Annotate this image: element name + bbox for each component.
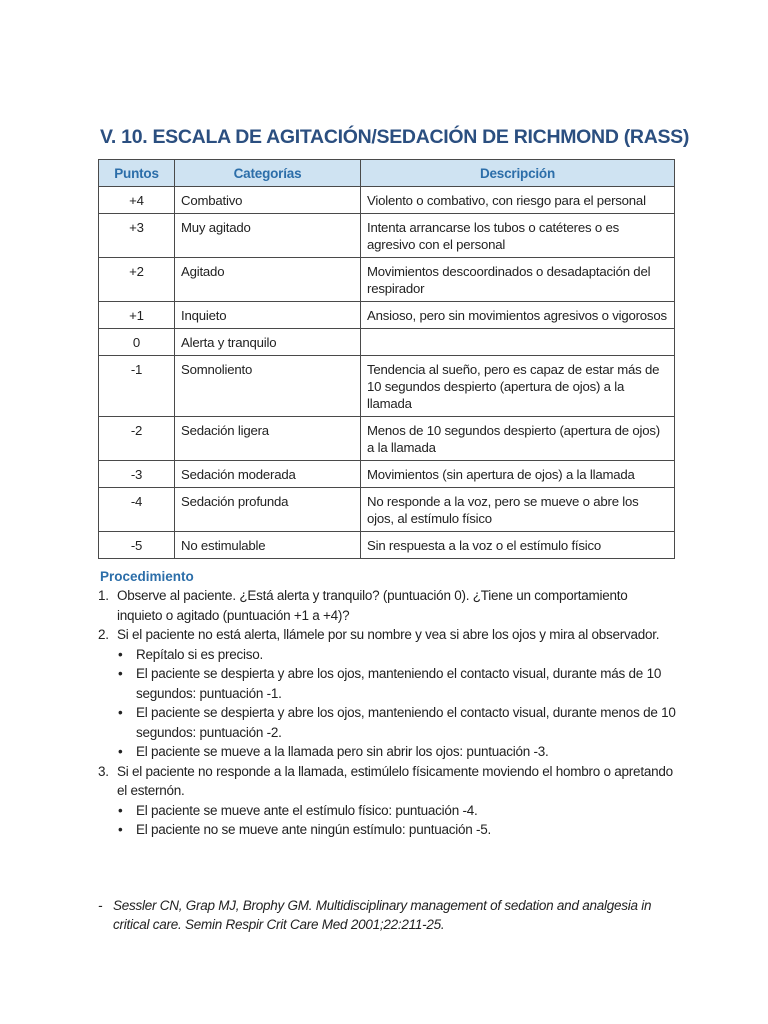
procedure-step bbox=[98, 586, 676, 625]
procedure-heading: Procedimiento bbox=[100, 569, 194, 584]
cell-categoria: Sedación moderada bbox=[175, 461, 361, 488]
table-row bbox=[99, 187, 675, 214]
cell-categoria: Sedación profunda bbox=[175, 488, 361, 532]
procedure-steps bbox=[98, 586, 676, 840]
step-number: 2. bbox=[98, 627, 109, 642]
document-page bbox=[98, 126, 690, 840]
cell-categoria: No estimulable bbox=[175, 532, 361, 559]
cell-categoria: Inquieto bbox=[175, 302, 361, 329]
cell-descripcion: Tendencia al sueño, pero es capaz de estar más de 10 segundos despierto (apertura de ojos) a la llamada bbox=[361, 356, 675, 417]
bullet-icon: • bbox=[118, 822, 123, 837]
cell-puntos: -1 bbox=[99, 356, 175, 417]
step-number: 1. bbox=[98, 588, 109, 603]
header-descripcion: Descripción bbox=[361, 160, 675, 187]
bullet-icon: • bbox=[118, 802, 123, 818]
step-text: Observe al paciente. ¿Está alerta y tranquilo? (puntuación 0). ¿Tiene un comportamiento inquieto o agitado (puntuación +1 a +4)? bbox=[117, 588, 628, 623]
cell-puntos: -3 bbox=[99, 461, 175, 488]
table-row bbox=[99, 488, 675, 532]
cell-puntos: +3 bbox=[99, 214, 175, 258]
cell-puntos: +4 bbox=[99, 187, 175, 214]
bullet-icon: • bbox=[118, 744, 123, 759]
cell-descripcion: No responde a la voz, pero se mueve o abre los ojos, al estímulo físico bbox=[361, 488, 675, 532]
table-row bbox=[99, 214, 675, 258]
cell-puntos: -4 bbox=[99, 488, 175, 532]
step-text: Si el paciente no está alerta, llámele por su nombre y vea si abre los ojos y mira al observador. bbox=[117, 627, 660, 642]
page-title: V. 10. ESCALA DE AGITACIÓN/SEDACIÓN DE RICHMOND (RASS) bbox=[100, 126, 690, 148]
table-row bbox=[99, 302, 675, 329]
bullet-item bbox=[117, 703, 676, 742]
table-header-row bbox=[99, 160, 675, 187]
cell-puntos: +2 bbox=[99, 258, 175, 302]
table-row bbox=[99, 356, 675, 417]
step-bullets bbox=[117, 645, 676, 762]
bullet-item bbox=[117, 820, 676, 840]
bullet-icon: • bbox=[118, 705, 123, 720]
cell-descripcion: Menos de 10 segundos despierto (apertura de ojos) a la llamada bbox=[361, 417, 675, 461]
bullet-item bbox=[117, 645, 676, 665]
cell-descripcion: Ansioso, pero sin movimientos agresivos o vigorosos bbox=[361, 302, 675, 329]
bullet-text: El paciente se despierta y abre los ojos, manteniendo el contacto visual, durante menos de 10 segundos: puntuación -2. bbox=[136, 705, 676, 740]
bullet-text: El paciente se mueve ante el estímulo físico: puntuación -4. bbox=[136, 802, 478, 818]
cell-puntos: -5 bbox=[99, 532, 175, 559]
rass-table bbox=[98, 159, 675, 559]
cell-categoria: Sedación ligera bbox=[175, 417, 361, 461]
cell-categoria: Agitado bbox=[175, 258, 361, 302]
header-categorias: Categorías bbox=[175, 160, 361, 187]
cell-puntos: 0 bbox=[99, 329, 175, 356]
table-row bbox=[99, 532, 675, 559]
header-puntos: Puntos bbox=[99, 160, 175, 187]
step-number: 3. bbox=[98, 763, 109, 779]
cell-puntos: -2 bbox=[99, 417, 175, 461]
bullet-icon: • bbox=[118, 646, 123, 662]
bullet-icon: • bbox=[118, 666, 123, 681]
reference-citation bbox=[98, 896, 680, 934]
table-row bbox=[99, 329, 675, 356]
table-row bbox=[99, 417, 675, 461]
reference-dash: - bbox=[98, 898, 103, 913]
cell-descripcion: Movimientos (sin apertura de ojos) a la llamada bbox=[361, 461, 675, 488]
cell-descripcion: Violento o combativo, con riesgo para el personal bbox=[361, 187, 675, 214]
table-row bbox=[99, 461, 675, 488]
bullet-item bbox=[117, 742, 676, 762]
cell-descripcion bbox=[361, 329, 675, 356]
cell-categoria: Muy agitado bbox=[175, 214, 361, 258]
table-row bbox=[99, 258, 675, 302]
cell-categoria: Combativo bbox=[175, 187, 361, 214]
cell-descripcion: Sin respuesta a la voz o el estímulo físico bbox=[361, 532, 675, 559]
bullet-text: El paciente no se mueve ante ningún estímulo: puntuación -5. bbox=[136, 822, 491, 837]
bullet-text: Repítalo si es preciso. bbox=[136, 646, 264, 662]
reference-text: Sessler CN, Grap MJ, Brophy GM. Multidisciplinary management of sedation and analgesia in critical care. Semin Respir Crit Care Med 2001;22:211-25. bbox=[113, 898, 652, 932]
cell-descripcion: Intenta arrancarse los tubos o catéteres o es agresivo con el personal bbox=[361, 214, 675, 258]
bullet-item bbox=[117, 801, 676, 821]
cell-descripcion: Movimientos descoordinados o desadaptación del respirador bbox=[361, 258, 675, 302]
cell-categoria: Somnoliento bbox=[175, 356, 361, 417]
step-bullets bbox=[117, 801, 676, 840]
procedure-step bbox=[98, 762, 676, 840]
procedure-step bbox=[98, 625, 676, 762]
bullet-text: El paciente se despierta y abre los ojos, manteniendo el contacto visual, durante más de 10 segundos: puntuación -1. bbox=[136, 666, 662, 701]
bullet-item bbox=[117, 664, 676, 703]
cell-puntos: +1 bbox=[99, 302, 175, 329]
bullet-text: El paciente se mueve a la llamada pero sin abrir los ojos: puntuación -3. bbox=[136, 744, 549, 759]
cell-categoria: Alerta y tranquilo bbox=[175, 329, 361, 356]
step-text: Si el paciente no responde a la llamada, estimúlelo físicamente moviendo el hombro o apretando el esternón. bbox=[117, 763, 673, 798]
